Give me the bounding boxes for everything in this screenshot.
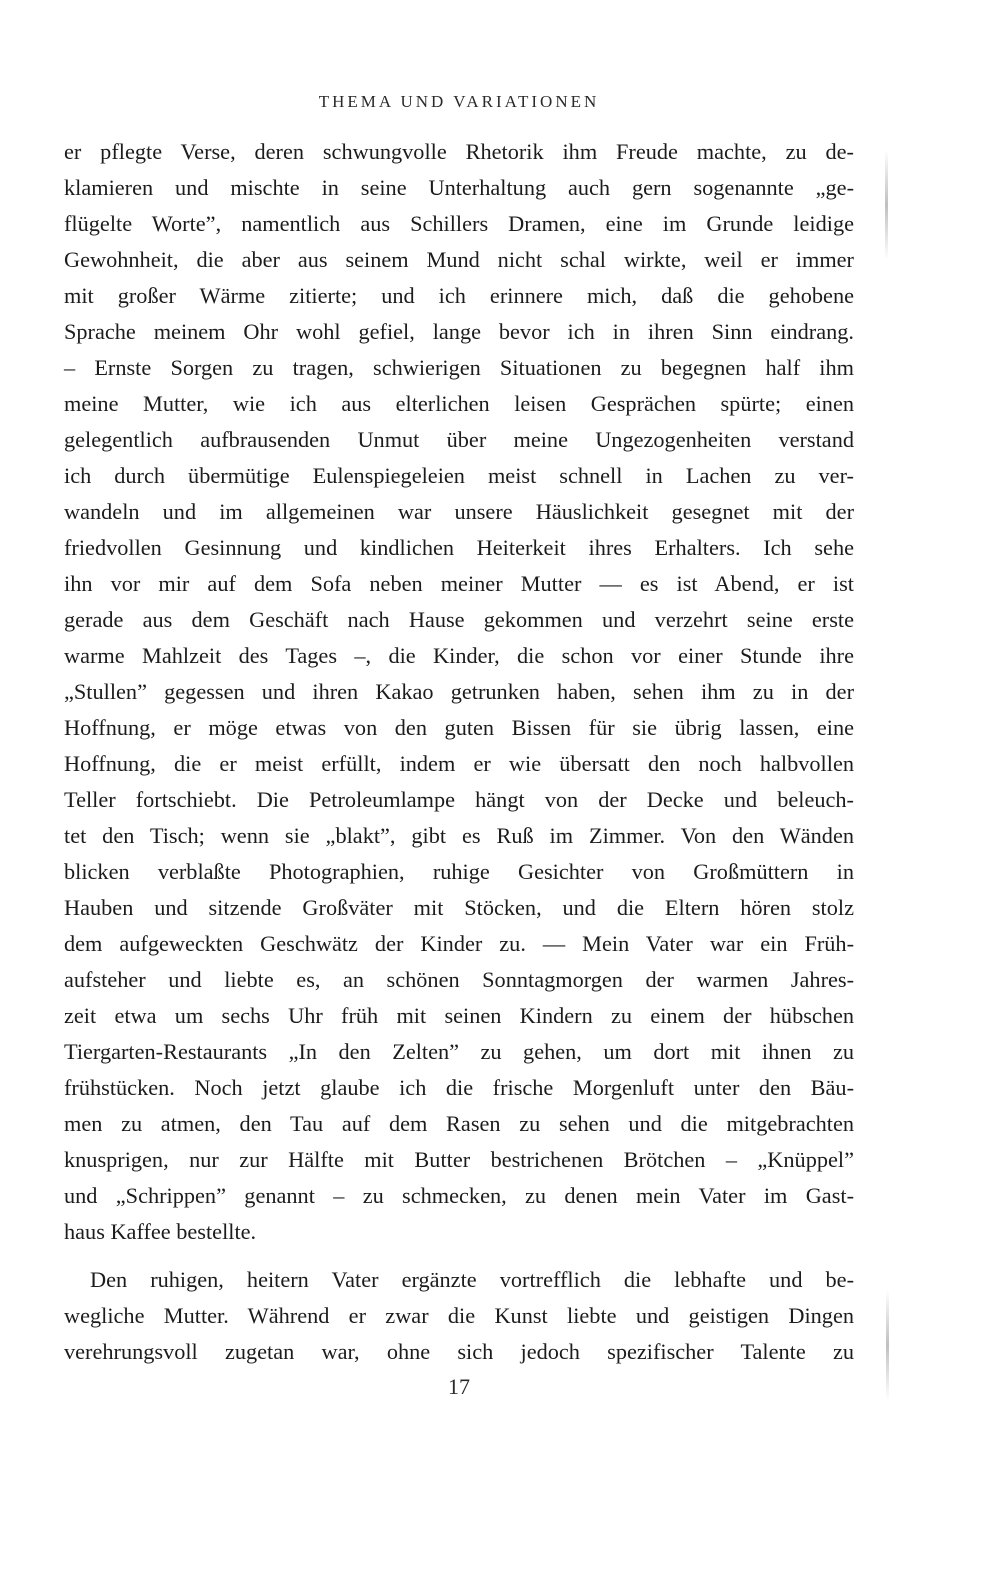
text-line: tet den Tisch; wenn sie „blakt”, gibt es Ruß im Zimmer. Von den Wänden bbox=[64, 823, 854, 848]
text-line: haus Kaffee bestellte. bbox=[64, 1219, 257, 1244]
text-line: mit großer Wärme zitierte; und ich erinnere mich, daß die gehobene bbox=[64, 283, 854, 308]
text-line: men zu atmen, den Tau auf dem Rasen zu sehen und die mitgebrachten bbox=[64, 1111, 854, 1136]
text-line: dem aufgeweckten Geschwätz der Kinder zu. — Mein Vater war ein Früh- bbox=[64, 931, 854, 956]
body-text bbox=[64, 134, 854, 1370]
running-head: THEMA UND VARIATIONEN bbox=[318, 92, 600, 111]
text-line: warme Mahlzeit des Tages –, die Kinder, die schon vor einer Stunde ihre bbox=[64, 643, 854, 668]
text-line: verehrungsvoll zugetan war, ohne sich jedoch spezifischer Talente zu bbox=[64, 1339, 854, 1364]
paragraph bbox=[64, 134, 854, 1250]
text-line: – Ernste Sorgen zu tragen, schwierigen Situationen zu begegnen half ihm bbox=[64, 355, 854, 380]
scan-edge-mark bbox=[886, 1290, 889, 1400]
text-line: Teller fortschiebt. Die Petroleumlampe hängt von der Decke und beleuch- bbox=[64, 787, 854, 812]
text-line: Hoffnung, er möge etwas von den guten Bissen für sie übrig lassen, eine bbox=[64, 715, 854, 740]
text-line: flügelte Worte”, namentlich aus Schillers Dramen, eine im Grunde leidige bbox=[64, 211, 854, 236]
text-line: meine Mutter, wie ich aus elterlichen leisen Gesprächen spürte; einen bbox=[64, 391, 854, 416]
text-line: klamieren und mischte in seine Unterhaltung auch gern sogenannte „ge- bbox=[64, 175, 854, 200]
text-line: ihn vor mir auf dem Sofa neben meiner Mutter — es ist Abend, er ist bbox=[64, 571, 854, 596]
text-line: friedvollen Gesinnung und kindlichen Heiterkeit ihres Erhalters. Ich sehe bbox=[64, 535, 854, 560]
page-number: 17 bbox=[448, 1374, 470, 1399]
paragraph-spacer bbox=[64, 1250, 854, 1262]
text-line: Den ruhigen, heitern Vater ergänzte vortrefflich die lebhafte und be- bbox=[90, 1267, 854, 1292]
text-line: blicken verblaßte Photographien, ruhige Gesichter von Großmüttern in bbox=[64, 859, 854, 884]
text-line: wegliche Mutter. Während er zwar die Kunst liebte und geistigen Dingen bbox=[64, 1303, 854, 1328]
text-line: ich durch übermütige Eulenspiegeleien meist schnell in Lachen zu ver- bbox=[64, 463, 854, 488]
text-line: er pflegte Verse, deren schwungvolle Rhetorik ihm Freude machte, zu de- bbox=[64, 139, 854, 164]
text-line: Sprache meinem Ohr wohl gefiel, lange bevor ich in ihren Sinn eindrang. bbox=[64, 319, 854, 344]
text-line: Hoffnung, die er meist erfüllt, indem er wie übersatt den noch halbvollen bbox=[64, 751, 854, 776]
text-line: wandeln und im allgemeinen war unsere Häuslichkeit gesegnet mit der bbox=[64, 499, 854, 524]
text-line: zeit etwa um sechs Uhr früh mit seinen Kindern zu einem der hübschen bbox=[64, 1003, 854, 1028]
text-line: knusprigen, nur zur Hälfte mit Butter bestrichenen Brötchen – „Knüppel” bbox=[64, 1147, 854, 1172]
text-line: aufsteher und liebte es, an schönen Sonntagmorgen der warmen Jahres- bbox=[64, 967, 854, 992]
text-line: Tiergarten-Restaurants „In den Zelten” zu gehen, um dort mit ihnen zu bbox=[64, 1039, 854, 1064]
text-line: gelegentlich aufbrausenden Unmut über meine Ungezogenheiten verstand bbox=[64, 427, 854, 452]
text-line: gerade aus dem Geschäft nach Hause gekommen und verzehrt seine erste bbox=[64, 607, 854, 632]
text-line: frühstücken. Noch jetzt glaube ich die frische Morgenluft unter den Bäu- bbox=[64, 1075, 854, 1100]
text-line: und „Schrippen” genannt – zu schmecken, zu denen mein Vater im Gast- bbox=[64, 1183, 854, 1208]
text-line: Gewohnheit, die aber aus seinem Mund nicht schal wirkte, weil er immer bbox=[64, 247, 854, 272]
paragraph bbox=[64, 1262, 854, 1370]
text-line: „Stullen” gegessen und ihren Kakao getrunken haben, sehen ihm zu in der bbox=[64, 679, 854, 704]
text-line: Hauben und sitzende Großväter mit Stöcken, und die Eltern hören stolz bbox=[64, 895, 854, 920]
scan-edge-mark bbox=[885, 150, 888, 260]
